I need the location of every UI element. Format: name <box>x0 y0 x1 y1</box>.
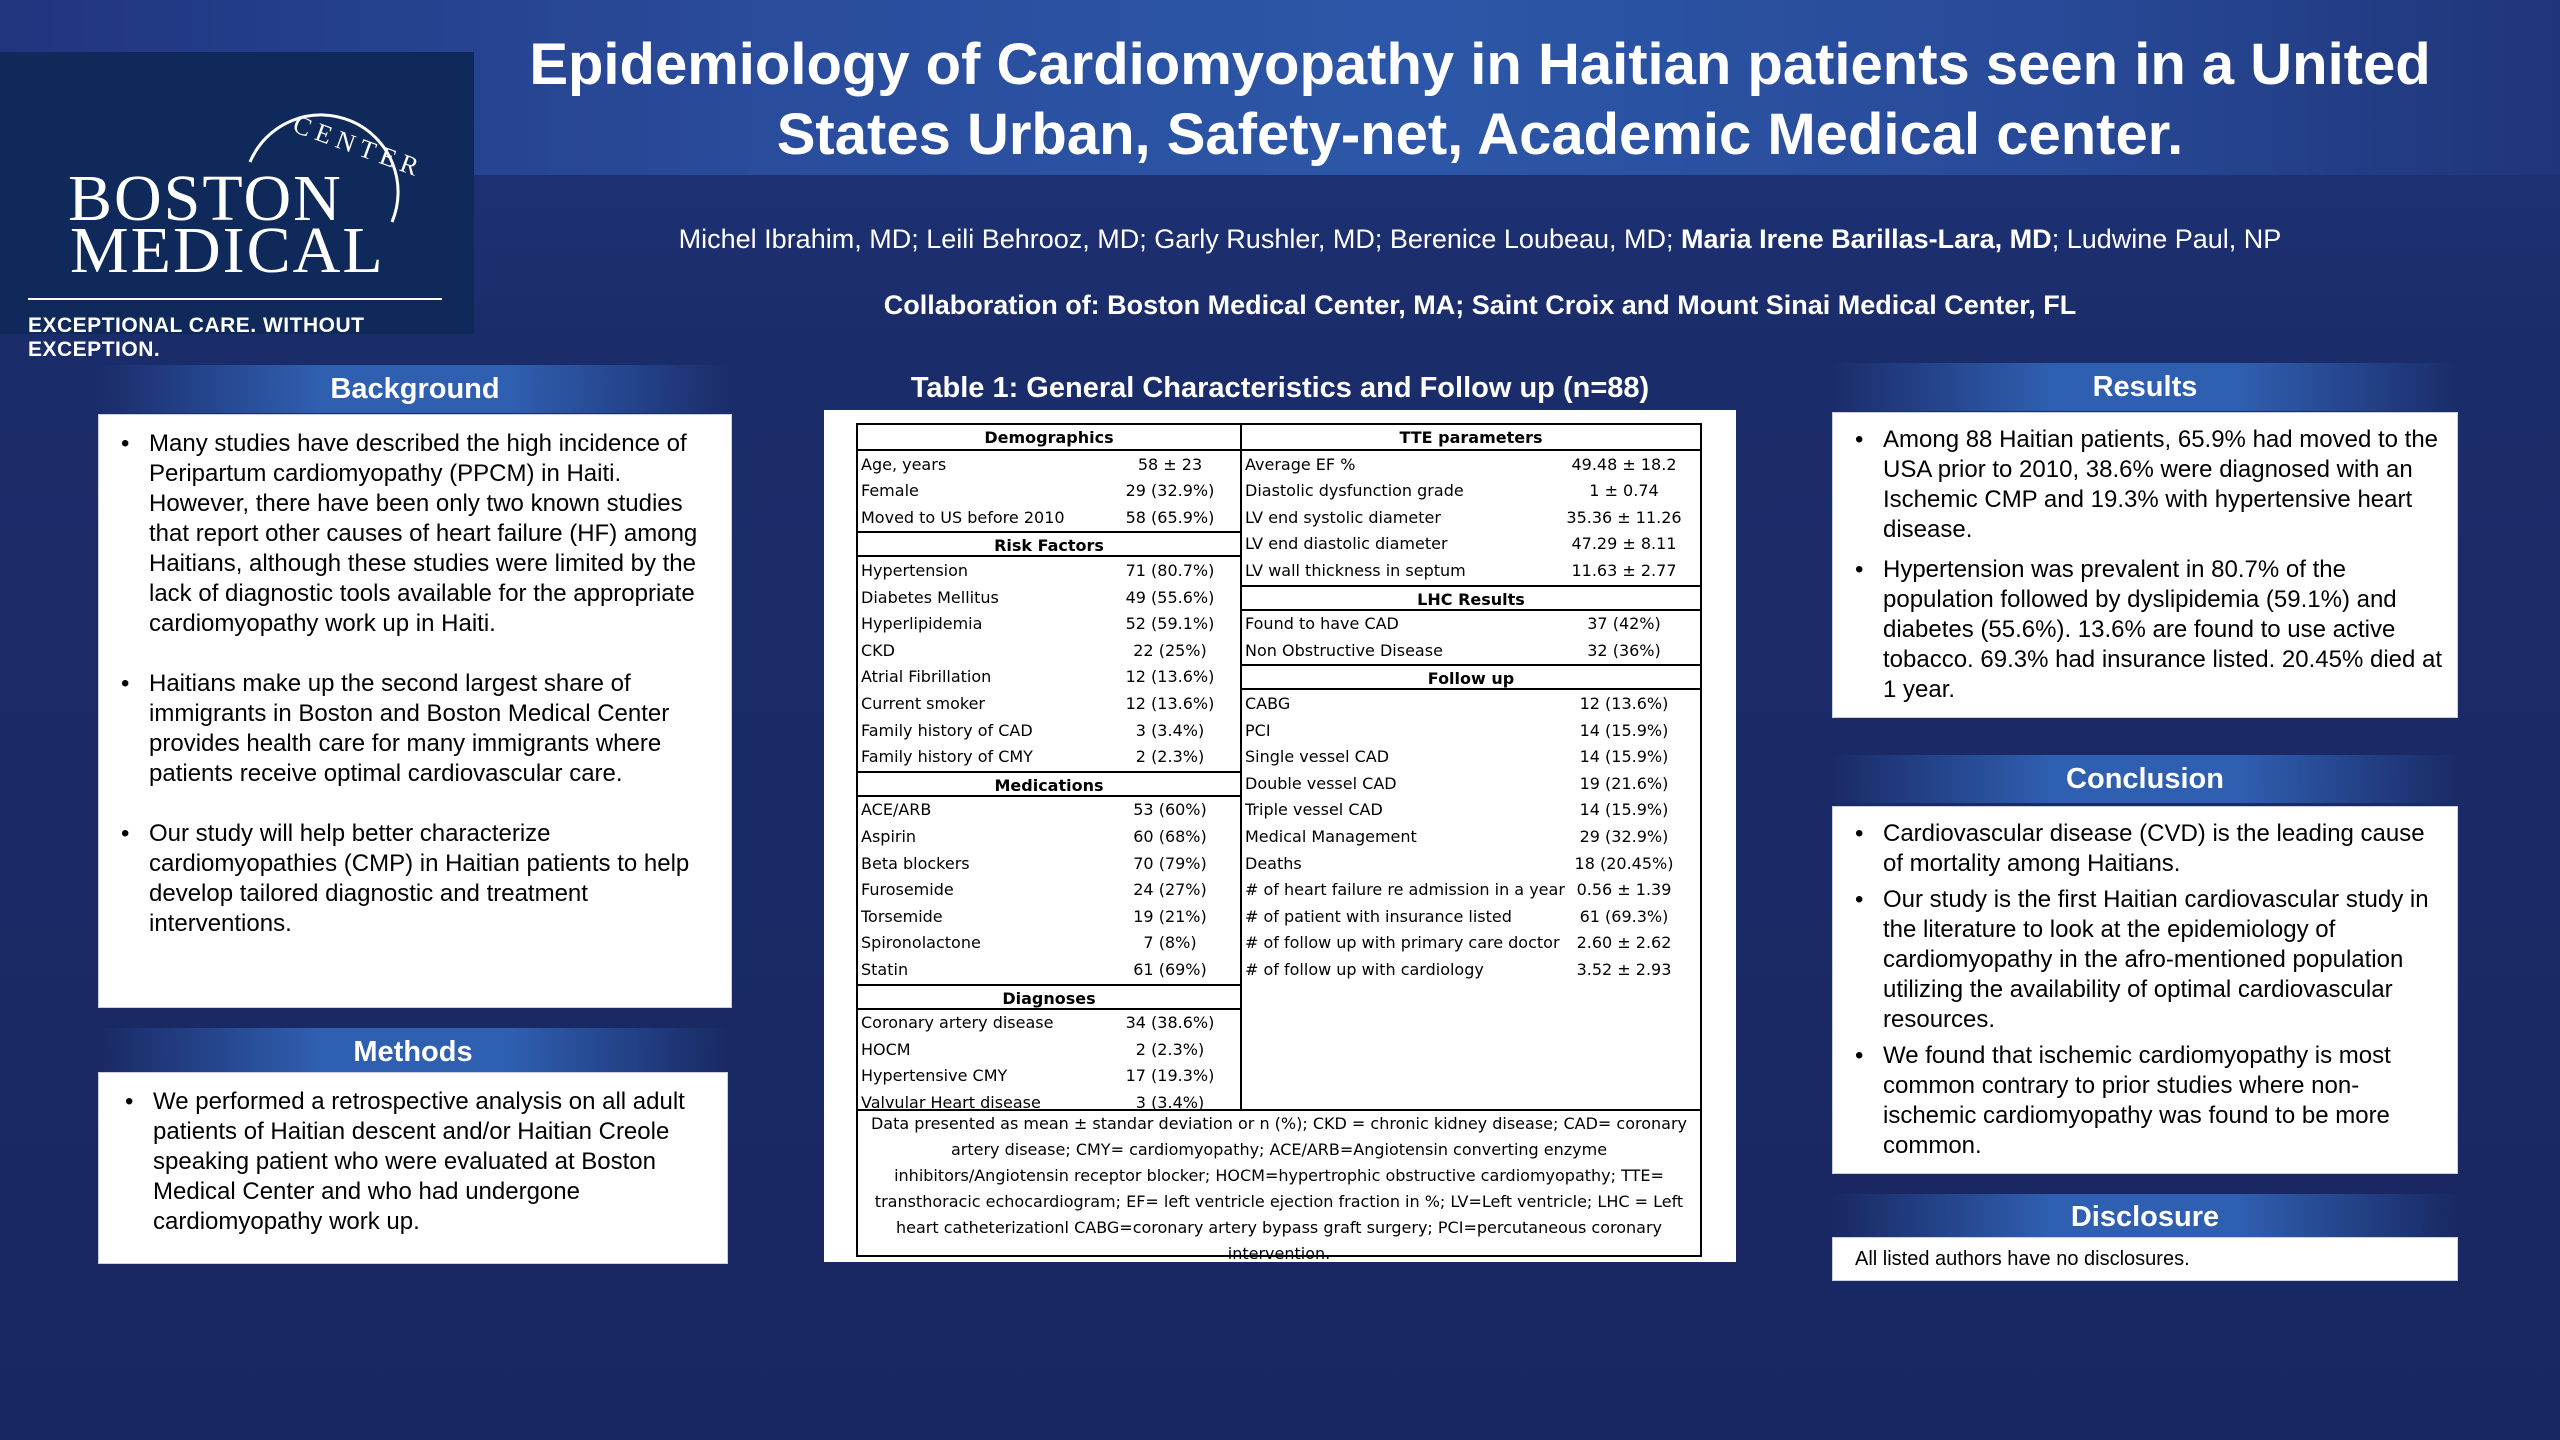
table-row-value: 14 (15.9%) <box>1579 720 1669 740</box>
table-row <box>858 1037 1240 1063</box>
table-row-value: 52 (59.1%) <box>1125 614 1215 634</box>
table-row <box>1242 904 1700 930</box>
background-bullet: • Our study will help better characterize cardiomyopathies (CMP) in Haitian patients to help develop tailored diagnostic and treatment interventions. <box>107 819 713 939</box>
table-row-value: 35.36 ± 11.26 <box>1566 507 1682 527</box>
table-row-label: Hypertensive CMY <box>861 1066 1008 1086</box>
table-row-label: Average EF % <box>1245 454 1356 474</box>
table-section-header: Demographics <box>858 425 1240 451</box>
table-row-value: 37 (42%) <box>1587 614 1661 634</box>
table-row <box>858 452 1240 478</box>
table-row-label: CABG <box>1245 694 1291 713</box>
table-row <box>858 558 1240 584</box>
table-row-label: Spironolactone <box>861 933 981 953</box>
methods-bullet: • We performed a retrospective analysis on all adult patients of Haitian descent and/or Haitian Creole speaking patient who were evaluated at Boston Medical Center and who had undergone cardiomyopathy work up. <box>111 1087 709 1237</box>
table-section-header: LHC Results <box>1242 585 1700 611</box>
table-row <box>858 611 1240 637</box>
background-list <box>107 429 713 939</box>
table-row-label: HOCM <box>861 1039 911 1059</box>
table-row-label: Hyperlipidemia <box>861 614 983 634</box>
table-row-value: 19 (21.6%) <box>1579 773 1669 793</box>
table-row-value: 14 (15.9%) <box>1579 747 1669 767</box>
table-row <box>858 797 1240 823</box>
table-row-label: # of heart failure re admission in a year <box>1245 880 1565 900</box>
table-row-label: Single vessel CAD <box>1245 747 1390 767</box>
table-row <box>1242 744 1700 770</box>
table-row-value: 12 (13.6%) <box>1579 694 1669 713</box>
table-row-value: 53 (60%) <box>1133 800 1207 820</box>
table-row-label: LV end systolic diameter <box>1245 507 1441 527</box>
table-row-label: Furosemide <box>861 880 954 900</box>
title-line-2: States Urban, Safety-net, Academic Medical center. <box>776 102 2184 167</box>
authors-presenting: Maria Irene Barillas-Lara, MD <box>1681 224 2052 254</box>
table-row-value: 18 (20.45%) <box>1574 853 1674 873</box>
author-list <box>480 224 2480 255</box>
table-row-value: 49 (55.6%) <box>1125 587 1215 607</box>
table-row-value: 34 (38.6%) <box>1125 1013 1215 1033</box>
table-row <box>1242 957 1700 983</box>
table-row-label: Deaths <box>1245 853 1302 873</box>
table-section-header: Medications <box>858 771 1240 797</box>
table-row <box>858 824 1240 850</box>
table-row <box>1242 797 1700 823</box>
table-row-value: 19 (21%) <box>1133 906 1207 926</box>
table-row <box>1242 505 1700 531</box>
table-row-value: 58 ± 23 <box>1137 454 1203 474</box>
table-row <box>858 957 1240 983</box>
table-row-value: 58 (65.9%) <box>1125 507 1215 527</box>
table-row-value: 1 ± 0.74 <box>1589 481 1659 501</box>
table-row-label: LV end diastolic diameter <box>1245 534 1448 554</box>
table-row <box>1242 824 1700 850</box>
background-heading: Background <box>98 365 732 413</box>
logo-tagline: EXCEPTIONAL CARE. WITHOUT EXCEPTION. <box>28 314 365 361</box>
table-row <box>1242 877 1700 903</box>
table-footnote: Data presented as mean ± standar deviation or n (%); CKD = chronic kidney disease; CAD= coronary artery disease; CMY= cardiomyopathy; ACE/ARB=Angiotensin converting enzyme inhibitors/Angiotensin receptor blocker; HOCM=hypertrophic obstructive cardiomyopathy; TTE= transthoracic echocardiogram; EF= left ventricle ejection fraction in %; LV=Left ventricle; LHC = Left heart catheterizationl CABG=coronary artery bypass graft surgery; PCI=percutaneous coronary intervention. <box>858 1109 1700 1267</box>
table-row-label: LV wall thickness in septum <box>1245 561 1466 580</box>
table-row-value: 70 (79%) <box>1133 853 1207 873</box>
boston-medical-center-logo <box>0 52 474 361</box>
table-row <box>1242 930 1700 956</box>
table-row-value: 49.48 ± 18.2 <box>1571 454 1677 474</box>
table-row <box>1242 718 1700 744</box>
table-row-label: Aspirin <box>861 827 917 846</box>
table-row-label: Statin <box>861 960 909 979</box>
disclosure-heading: Disclosure <box>1832 1194 2458 1240</box>
table-row-value: 61 (69%) <box>1133 960 1207 979</box>
table-row <box>858 505 1240 531</box>
conclusion-box <box>1832 806 2458 1174</box>
table-row-label: Medical Management <box>1245 827 1417 846</box>
characteristics-table <box>856 423 1702 1263</box>
table-row-value: 12 (13.6%) <box>1125 694 1215 713</box>
table-row <box>858 691 1240 717</box>
results-box <box>1832 412 2458 718</box>
conclusion-heading: Conclusion <box>1832 755 2458 803</box>
background-bullet: • Haitians make up the second largest share of immigrants in Boston and Boston Medical Center provides health care for many immigrants where patients receive optimal cardiovascular care. <box>107 669 713 789</box>
disclosure-box <box>1832 1237 2458 1281</box>
poster-title <box>480 30 2480 170</box>
table-row-value: 17 (19.3%) <box>1125 1066 1215 1086</box>
table-row <box>1242 851 1700 877</box>
table-row-value: 47.29 ± 8.11 <box>1571 534 1677 554</box>
table-row <box>858 904 1240 930</box>
table-section-header: Follow up <box>1242 664 1700 690</box>
logo-divider <box>28 298 442 300</box>
table-caption: Table 1: General Characteristics and Follow up (n=88) <box>910 372 1650 404</box>
results-heading: Results <box>1832 363 2458 411</box>
background-bullet: • Many studies have described the high incidence of Peripartum cardiomyopathy (PPCM) in Haiti. However, there have been only two known studies that report other causes of heart failure (HF) among Haitians, although these studies were limited by the lack of diagnostic tools available for the appropriate cardiomyopathy work up in Haiti. <box>107 429 713 639</box>
table-row-label: Family history of CAD <box>861 720 1033 740</box>
table-row <box>858 638 1240 664</box>
table-row-value: 32 (36%) <box>1587 640 1661 660</box>
conclusion-bullet: • Cardiovascular disease (CVD) is the leading cause of mortality among Haitians. <box>1841 819 2447 879</box>
table-section-header: Risk Factors <box>858 531 1240 557</box>
table-row-value: 3.52 ± 2.93 <box>1576 960 1672 979</box>
table-row <box>858 1010 1240 1036</box>
table-row-value: 71 (80.7%) <box>1125 561 1215 580</box>
table-row <box>858 744 1240 770</box>
table-row-value: 29 (32.9%) <box>1125 481 1215 501</box>
results-list <box>1841 425 2445 705</box>
table-row-label: Female <box>861 481 919 501</box>
table-row-value: 24 (27%) <box>1133 880 1207 900</box>
table-row-value: 29 (32.9%) <box>1579 827 1669 846</box>
table-row-label: ACE/ARB <box>861 800 932 820</box>
table-row-label: Beta blockers <box>861 853 970 873</box>
table-row-label: Atrial Fibrillation <box>861 667 992 687</box>
collaboration-line: Collaboration of: Boston Medical Center, MA; Saint Croix and Mount Sinai Medical Center, FL <box>883 290 2077 320</box>
table-row-label: Family history of CMY <box>861 747 1033 767</box>
table-row-label: # of patient with insurance listed <box>1245 906 1512 926</box>
table-row-label: Triple vessel CAD <box>1245 800 1383 820</box>
disclosure-text: All listed authors have no disclosures. <box>1855 1248 2190 1270</box>
table-row <box>1242 611 1700 637</box>
table-row-value: 12 (13.6%) <box>1125 667 1215 687</box>
logo-line1: BOSTON <box>68 162 343 235</box>
table-row-label: Double vessel CAD <box>1245 773 1397 793</box>
table-row-label: Current smoker <box>861 694 986 713</box>
table-row <box>858 877 1240 903</box>
table-row <box>1242 531 1700 557</box>
table-row <box>858 851 1240 877</box>
table-row <box>858 664 1240 690</box>
table-row-value: 61 (69.3%) <box>1579 906 1669 926</box>
table-row-label: Found to have CAD <box>1245 614 1399 634</box>
table-row-value: 14 (15.9%) <box>1579 800 1669 820</box>
table-row-value: 2.60 ± 2.62 <box>1576 933 1672 953</box>
table-row <box>1242 558 1700 584</box>
table-row-label: Torsemide <box>861 906 943 926</box>
table-row <box>858 478 1240 504</box>
table-row-value: 0.56 ± 1.39 <box>1576 880 1672 900</box>
table-row-value: 22 (25%) <box>1133 640 1207 660</box>
methods-heading: Methods <box>98 1028 728 1076</box>
title-line-1: Epidemiology of Cardiomyopathy in Haitian patients seen in a United <box>529 32 2431 97</box>
table-row-value: 60 (68%) <box>1133 827 1207 846</box>
logo-line2: MEDICAL <box>70 214 385 287</box>
table-row-label: # of follow up with cardiology <box>1245 960 1484 979</box>
table-row <box>858 1063 1240 1089</box>
table-row-label: Diastolic dysfunction grade <box>1245 481 1464 501</box>
methods-list <box>111 1087 709 1237</box>
table-row-value: 2 (2.3%) <box>1135 1039 1205 1059</box>
table-row <box>1242 478 1700 504</box>
table-row <box>858 718 1240 744</box>
table-row-label: Age, years <box>861 454 947 474</box>
conclusion-bullet: • We found that ischemic cardiomyopathy is most common contrary to prior studies where non-ischemic cardiomyopathy was found to be more common. <box>1841 1041 2447 1161</box>
table-section-header: Diagnoses <box>858 984 1240 1010</box>
table-row-label: # of follow up with primary care doctor <box>1245 933 1560 953</box>
table-row <box>1242 691 1700 717</box>
table-row <box>858 930 1240 956</box>
table-row-label: Non Obstructive Disease <box>1245 640 1443 660</box>
table-panel <box>824 410 1736 1262</box>
table-row-label: PCI <box>1245 720 1271 740</box>
table-row-label: Diabetes Mellitus <box>861 587 999 607</box>
authors-part-2: ; Ludwine Paul, NP <box>2051 224 2282 254</box>
authors-part-1: Michel Ibrahim, MD; Leili Behrooz, MD; Garly Rushler, MD; Berenice Loubeau, MD; <box>678 224 1682 254</box>
logo-center-text: CENTER <box>289 109 429 184</box>
table-row-value: 2 (2.3%) <box>1135 747 1205 767</box>
table-row-value: 11.63 ± 2.77 <box>1571 561 1677 580</box>
results-bullet: • Among 88 Haitian patients, 65.9% had moved to the USA prior to 2010, 38.6% were diagnosed with an Ischemic CMP and 19.3% with hypertensive heart disease. <box>1841 425 2445 545</box>
conclusion-list <box>1841 819 2447 1161</box>
table-row-label: Moved to US before 2010 <box>861 507 1065 527</box>
methods-box <box>98 1072 728 1264</box>
table-row-value: 7 (8%) <box>1143 933 1197 953</box>
table-row <box>858 585 1240 611</box>
table-row-label: CKD <box>861 640 895 660</box>
conclusion-bullet: • Our study is the first Haitian cardiovascular study in the literature to look at the epidemiology of cardiomyopathy in the afro-mentioned population utilizing the availability of optimal cardiovascular resources. <box>1841 885 2447 1035</box>
table-row-label: Hypertension <box>861 561 969 580</box>
table-row <box>1242 452 1700 478</box>
table-row <box>1242 771 1700 797</box>
table-row-label: Valvular Heart disease <box>861 1093 1041 1112</box>
table-row <box>1242 638 1700 664</box>
results-bullet: • Hypertension was prevalent in 80.7% of the population followed by dyslipidemia (59.1%) and diabetes (55.6%). 13.6% are found to use active tobacco. 69.3% had insurance listed. 20.45% died at 1 year. <box>1841 555 2445 705</box>
table-row-value: 3 (3.4%) <box>1135 720 1205 740</box>
table-section-header: TTE parameters <box>1242 425 1700 451</box>
table-row-label: Coronary artery disease <box>861 1013 1054 1033</box>
table-row-value: 3 (3.4%) <box>1135 1093 1205 1112</box>
background-box <box>98 414 732 1008</box>
